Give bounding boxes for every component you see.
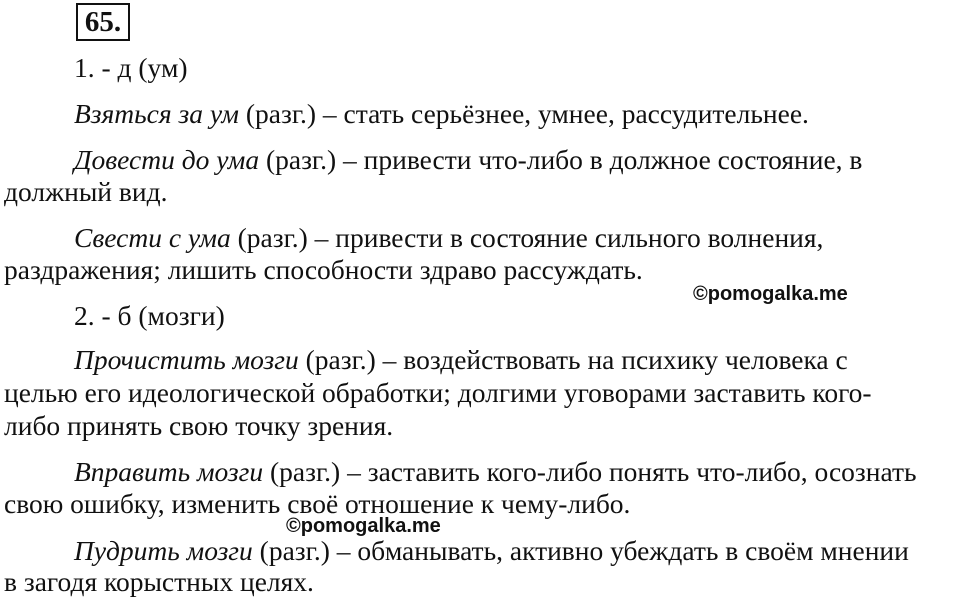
entry-definition: (разг.) – заставить кого-либо понять что-либо, осознать (263, 456, 917, 487)
entry-1 (74, 98, 809, 130)
entry-definition: (разг.) – стать серьёзнее, умнее, рассудительнее. (238, 98, 809, 129)
entry-definition: (разг.) – привести что-либо в должное состояние, в (259, 144, 863, 175)
exercise-number: 65. (76, 3, 130, 41)
entry-3-continuation: раздражения; лишить способности здраво рассуждать. (4, 254, 643, 285)
entry-3 (74, 222, 823, 254)
entry-term: Свести с ума (74, 222, 231, 253)
entry-definition: (разг.) – привести в состояние сильного волнения, (230, 222, 824, 253)
entry-4-continuation: целью его идеологической обработки; долгими уговорами заставить кого- (4, 377, 872, 408)
entry-term: Прочистить мозги (74, 344, 299, 375)
entry-4 (74, 344, 848, 376)
entry-5 (74, 456, 917, 488)
watermark: ©pomogalka.me (286, 515, 441, 537)
entry-term: Вправить мозги (74, 456, 264, 487)
entry-5-continuation: свою ошибку, изменить своё отношение к чему-либо. (4, 488, 631, 519)
section-heading-1: 1. - д (ум) (74, 52, 188, 83)
watermark: ©pomogalka.me (693, 283, 848, 305)
entry-2 (74, 144, 862, 176)
entry-6 (74, 535, 909, 567)
entry-term: Пудрить мозги (74, 535, 253, 566)
entry-2-continuation: должный вид. (4, 176, 168, 207)
section-heading-2: 2. - б (мозги) (74, 300, 225, 331)
entry-4-continuation: либо принять свою точку зрения. (4, 410, 394, 441)
entry-term: Довести до ума (74, 144, 260, 175)
entry-definition: (разг.) – обманывать, активно убеждать в своём мнении (252, 535, 909, 566)
entry-definition: (разг.) – воздействовать на психику человека с (298, 344, 848, 375)
entry-6-continuation: в загодя корыстных целях. (4, 566, 314, 597)
entry-term: Взяться за ум (74, 98, 239, 129)
